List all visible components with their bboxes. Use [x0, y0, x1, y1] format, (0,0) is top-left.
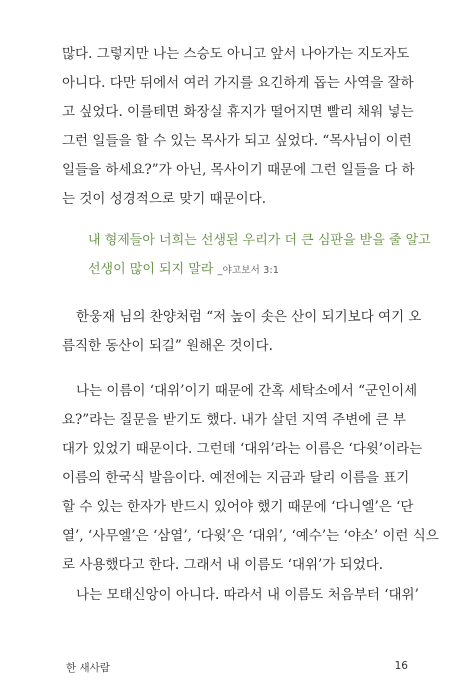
quote-text: 선생이 많이 되지 말라	[88, 262, 214, 277]
text-line: 한웅재 님의 찬양처럼 “저 높이 솟은 산이 되기보다 여기 오	[76, 309, 422, 325]
text-line: 름직한 동산이 되길” 원해온 것이다.	[62, 338, 273, 354]
paragraph-2	[62, 303, 422, 361]
text-line: 고 싶었다. 이를테면 화장실 휴지가 떨어지면 빨리 채워 넣는	[62, 104, 414, 120]
paragraph-4	[62, 581, 419, 610]
running-footer-title: 한 새사람	[66, 662, 110, 674]
text-line: 는 것이 성경적으로 맞기 때문이다.	[62, 191, 267, 207]
quote-line: 내 형제들아 너희는 선생된 우리가 더 큰 심판을 받을 줄 알고	[88, 233, 431, 248]
text-line: 대가 있었기 때문이다. 그런데 ‘대위’라는 이름은 ‘다윗’이라는	[62, 441, 423, 457]
text-line: 로 사용했다고 한다. 그래서 내 이름도 ‘대위’가 되었다.	[62, 557, 384, 573]
text-line: 많다. 그렇지만 나는 스승도 아니고 앞서 나아가는 지도자도	[62, 46, 410, 62]
text-line: 이름의 한국식 발음이다. 예전에는 지금과 달리 이름을 표기	[62, 470, 410, 486]
text-line: 열’, ‘사무엘’은 ‘삼열’, ‘다윗’은 ‘대위’, ‘예수’는 ‘야소’ 이런 식으	[62, 528, 439, 544]
text-line: 그런 일들을 할 수 있는 목사가 되고 싶었다. “목사님이 이런	[62, 133, 412, 149]
page-number: 16	[394, 660, 408, 672]
text-line: 나는 모태신앙이 아니다. 따라서 내 이름도 처음부터 ‘대위’	[76, 587, 419, 603]
text-line: 요?”라는 질문을 받기도 했다. 내가 살던 지역 주변에 큰 부	[62, 412, 406, 428]
text-line: 할 수 있는 한자가 반드시 있어야 했기 때문에 ‘다니엘’은 ‘단	[62, 499, 414, 515]
text-line: 일들을 하세요?”가 아닌, 목사이기 때문에 그런 일들을 다 하	[62, 162, 415, 178]
quote-source: _야고보서 3:1	[217, 265, 280, 276]
paragraph-3	[62, 377, 439, 580]
paragraph-1	[62, 40, 415, 214]
text-line: 아니다. 다만 뒤에서 여러 가지를 요긴하게 돕는 사역을 잘하	[62, 75, 414, 91]
text-line: 나는 이름이 ‘대위’이기 때문에 간혹 세탁소에서 “군인이세	[76, 383, 418, 399]
quote-line-last	[88, 255, 392, 284]
scripture-quote	[88, 226, 431, 284]
